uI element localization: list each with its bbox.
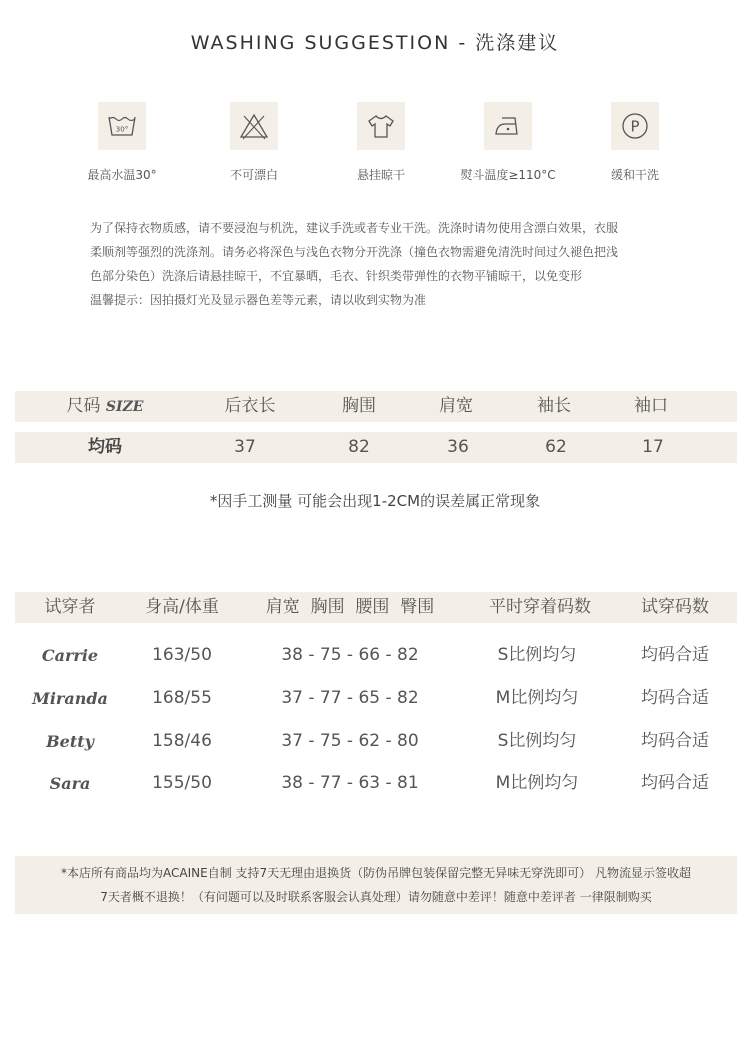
care-item-hang [326,102,436,183]
care-item-dryclean [580,102,690,183]
size-value: 17 [642,437,664,457]
tester-name: Miranda [32,689,108,708]
fit-row [15,768,737,799]
size-col-header: 袖长 [537,396,571,416]
tester-name: Sara [49,774,91,793]
tester-name: Carrie [41,646,99,665]
description-line: 色部分染色）洗涤后请悬挂晾干，不宜暴晒，毛衣、针织类带弹性的衣物平铺晾干，以免变形 [90,269,583,283]
dry-clean-p-icon [611,102,659,150]
size-value: 36 [447,437,469,457]
size-value: 62 [545,437,567,457]
care-item-wash [67,102,177,183]
fit-col-header: 试穿者 [44,597,96,617]
fit-col-header: 平时穿着码数 [489,597,591,617]
return-policy [15,856,737,914]
tester-usual-size: S比例均匀 [497,731,577,751]
tester-tried-size: 均码合适 [641,688,709,708]
fit-table-header [15,592,737,623]
care-description [90,216,670,312]
tester-measures: 38 - 75 - 66 - 82 [281,645,419,665]
wash-temp-badge: 30° [115,125,129,134]
size-col-header: 后衣长 [224,396,276,416]
policy-line: 7天者概不退换！（有问题可以及时联系客服会认真处理）请勿随意中差评！随意中差评者 一律限制购买 [100,890,652,904]
size-table-header [15,391,737,422]
wash-30-icon [98,102,146,150]
care-label-wash: 最高水温30° [87,168,157,182]
size-row-label: 均码 [88,437,122,457]
size-col-header: 肩宽 [439,396,473,416]
tester-name: Betty [46,732,94,751]
size-col-header: 袖口 [634,396,668,416]
tester-measures: 38 - 77 - 63 - 81 [281,773,419,793]
description-line: 柔顺剂等强烈的洗涤剂。请务必将深色与浅色衣物分开洗涤（撞色衣物需避免清洗时间过久褪色把浅 [90,245,619,259]
description-line: 温馨提示：因拍摄灯光及显示器色差等元素，请以收到实物为准 [90,293,427,307]
care-symbols [0,102,750,192]
tester-height-weight: 158/46 [152,731,212,751]
tester-height-weight: 168/55 [152,688,212,708]
fit-row [15,683,737,714]
care-item-bleach [199,102,309,183]
care-label-iron: 熨斗温度≥110°C [460,168,556,182]
fit-col-header: 试穿码数 [641,597,709,617]
hang-dry-icon [357,102,405,150]
care-label-bleach: 不可漂白 [229,168,278,182]
no-bleach-icon [230,102,278,150]
fit-row [15,640,737,671]
tester-height-weight: 163/50 [152,645,212,665]
tester-tried-size: 均码合适 [641,645,709,665]
size-header-label [40,391,170,422]
tester-measures: 37 - 77 - 65 - 82 [281,688,419,708]
size-header-cn: 尺码 [66,396,101,416]
tester-height-weight: 155/50 [152,773,212,793]
care-label-dryclean: 缓和干洗 [610,168,659,182]
tester-usual-size: M比例均匀 [495,688,579,708]
fit-col-header: 肩宽 胸围 腰围 臀围 [265,597,435,617]
fit-col-header: 身高/体重 [145,597,219,617]
care-label-hang: 悬挂晾干 [356,168,405,182]
tester-tried-size: 均码合适 [641,731,709,751]
fit-row [15,726,737,757]
size-table-row [15,432,737,463]
tester-tried-size: 均码合适 [641,773,709,793]
size-value: 37 [234,437,256,457]
size-header-en: SIZE [105,399,144,415]
iron-icon [484,102,532,150]
tester-usual-size: S比例均匀 [497,645,577,665]
care-item-iron [453,102,563,183]
page-title: WASHING SUGGESTION - 洗涤建议 [190,32,560,54]
size-col-header: 胸围 [342,396,376,416]
dry-clean-badge: P [630,117,640,136]
measurement-note: *因手工测量 可能会出现1-2CM的误差属正常现象 [209,492,541,510]
tester-measures: 37 - 75 - 62 - 80 [281,731,419,751]
size-value: 82 [348,437,370,457]
tester-usual-size: M比例均匀 [495,773,579,793]
policy-line: *本店所有商品均为ACAINE自制 支持7天无理由退换货（防伪吊牌包装保留完整无异味无穿洗即可） 凡物流显示签收超 [61,866,691,880]
description-line: 为了保持衣物质感，请不要浸泡与机洗，建议手洗或者专业干洗。洗涤时请勿使用含漂白效果，衣服 [90,221,619,235]
